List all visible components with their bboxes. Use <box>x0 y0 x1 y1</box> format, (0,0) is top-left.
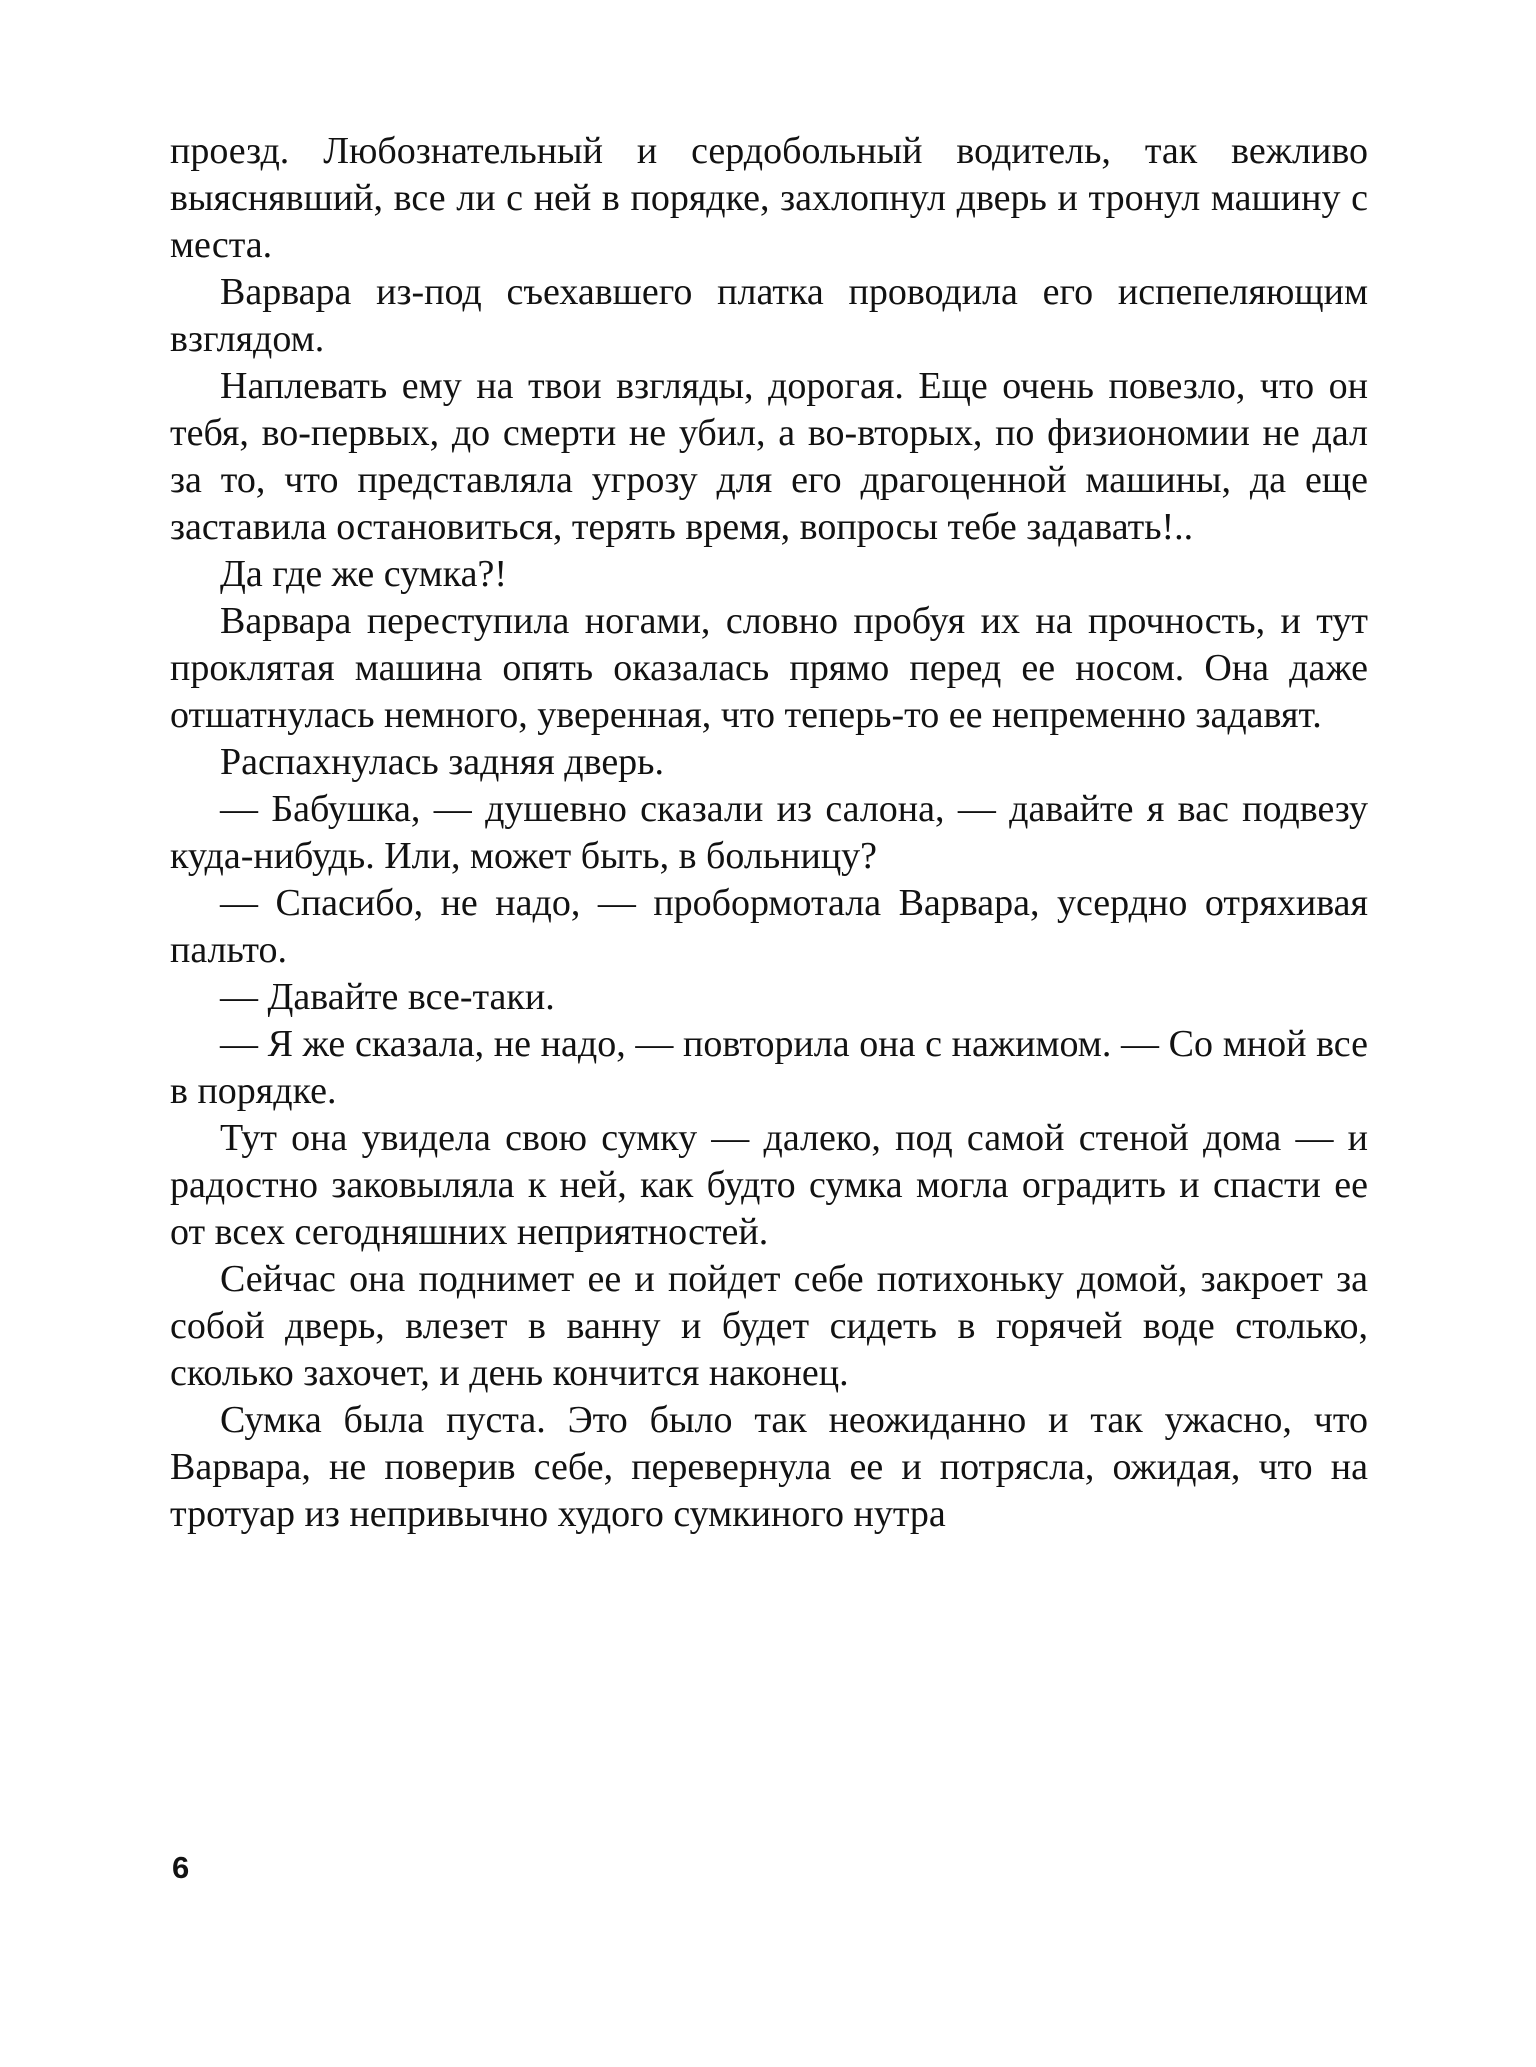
paragraph: Варвара из-под съехавшего платка проводила его испепеляющим взглядом. <box>170 271 1368 360</box>
page-number: 6 <box>172 1850 190 1885</box>
paragraph: Сейчас она поднимет ее и пойдет себе потихоньку домой, закроет за собой дверь, влезет в ванну и будет сидеть в горячей воде столько, сколько захочет, и день кончится наконец. <box>170 1258 1368 1394</box>
paragraph: Наплевать ему на твои взгляды, дорогая. Еще очень повезло, что он тебя, во-первых, до смерти не убил, а во-вторых, по физиономии не дал за то, что представляла угрозу для его драгоценной машины, да еще заставила остановиться, терять время, вопросы тебе задавать!.. <box>170 365 1368 548</box>
paragraph: Да где же сумка?! <box>220 553 507 595</box>
paragraph: Сумка была пуста. Это было так неожиданно и так ужасно, что Варвара, не поверив себе, перевернула ее и потрясла, ожидая, что на тротуар из непривычно худого сумкиного нутра <box>170 1399 1368 1535</box>
paragraph: — Спасибо, не надо, — пробормотала Варвара, усердно отряхивая пальто. <box>170 882 1368 971</box>
paragraph: Тут она увидела свою сумку — далеко, под самой стеной дома — и радостно заковыляла к ней, как будто сумка могла оградить и спасти ее от всех сегодняшних неприятностей. <box>170 1117 1368 1253</box>
paragraph: Варвара переступила ногами, словно пробуя их на прочность, и тут проклятая машина опять оказалась прямо перед ее носом. Она даже отшатнулась немного, уверенная, что теперь-то ее непременно задавят. <box>170 600 1368 736</box>
paragraph: проезд. Любознательный и сердобольный водитель, так вежливо выяснявший, все ли с ней в порядке, захлопнул дверь и тронул машину с места. <box>170 130 1368 266</box>
paragraph: Распахнулась задняя дверь. <box>220 741 665 783</box>
paragraph: — Давайте все-таки. <box>220 976 555 1018</box>
text-column <box>170 128 1368 1538</box>
paragraph: — Я же сказала, не надо, — повторила она с нажимом. — Со мной все в порядке. <box>170 1023 1368 1112</box>
paragraph: — Бабушка, — душевно сказали из салона, — давайте я вас подвезу куда-нибудь. Или, может быть, в больницу? <box>170 788 1368 877</box>
